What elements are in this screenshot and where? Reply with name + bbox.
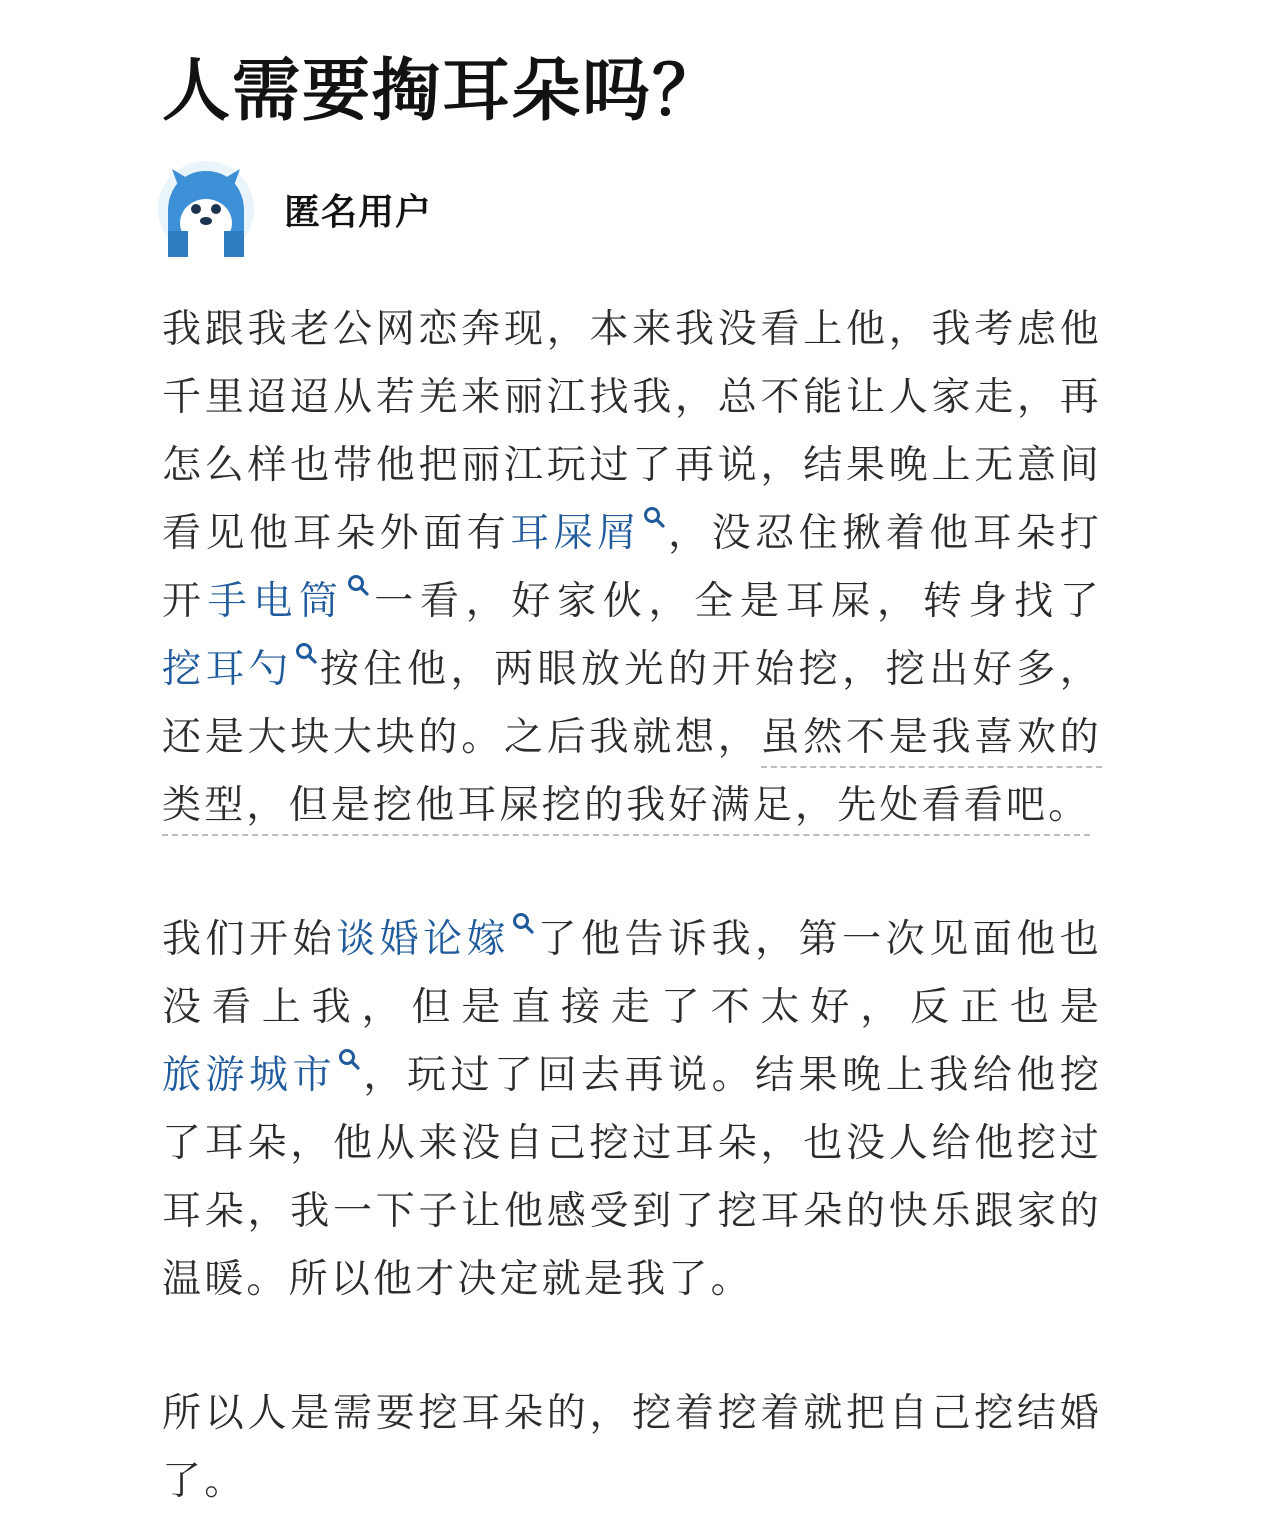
search-icon [347,574,369,596]
keyword-search-link[interactable] [510,511,667,556]
answer-paragraph [162,296,1102,840]
keyword-text: 旅游城市 [162,1053,337,1098]
paragraph-text: 我们开始 [162,917,337,962]
paragraph-text: 所以人是需要挖耳朵的，挖着挖着就把自己挖结婚了。 [162,1391,1102,1504]
keyword-text: 挖耳勺 [162,647,293,692]
paragraph-text: ，玩过了回去再说。结果晚上我给他挖了耳朵，他从来没自己挖过耳朵，也没人给他挖过耳朵，我一下子让他感受到了挖耳朵的快乐跟家的温暖。所以他才决定就是我了。 [162,1053,1102,1302]
answer-content [162,296,1102,1516]
paragraph-text: 按住他，两眼放光的开始挖，挖出好多，还是大块大块的。之后我就想， [162,647,1102,760]
anonymous-avatar-icon[interactable] [158,161,254,257]
answer-paragraph [162,906,1102,1314]
search-icon [295,642,317,664]
search-icon [643,506,665,528]
keyword-text: 耳屎屑 [510,511,641,556]
keyword-search-link[interactable] [336,917,536,962]
highlighted-text: 虽然不是我喜欢的类型，但是挖他耳屎挖的我好满足，先处看看吧。 [162,715,1102,836]
question-title[interactable]: 人需要掏耳朵吗？ [162,52,723,131]
author-row[interactable] [158,162,432,256]
author-name[interactable]: 匿名用户 [284,191,433,233]
keyword-search-link[interactable] [162,647,319,692]
paragraph-text: 我跟我老公网恋奔现，本来我没看上他，我考虑他千里迢迢从若羌来丽江找我，总不能让人家走，再怎么样也带他把丽江玩过了再说，结果晚上无意间看见他耳朵外面有 [162,307,1102,556]
search-icon [512,912,534,934]
search-icon [338,1048,360,1070]
keyword-text: 谈婚论嫁 [336,917,511,962]
keyword-text: 手电筒 [207,579,345,624]
keyword-search-link[interactable] [208,579,371,624]
paragraph-text: 一看，好家伙，全是耳屎，转身找了 [370,579,1103,624]
paragraph-text: 了他告诉我，第一次见面他也没看上我，但是直接走了不太好，反正也是 [162,917,1102,1030]
paragraph-text: ，没忍住揪着他耳朵打开 [162,511,1102,624]
keyword-search-link[interactable] [162,1053,362,1098]
answer-paragraph [162,1380,1102,1516]
